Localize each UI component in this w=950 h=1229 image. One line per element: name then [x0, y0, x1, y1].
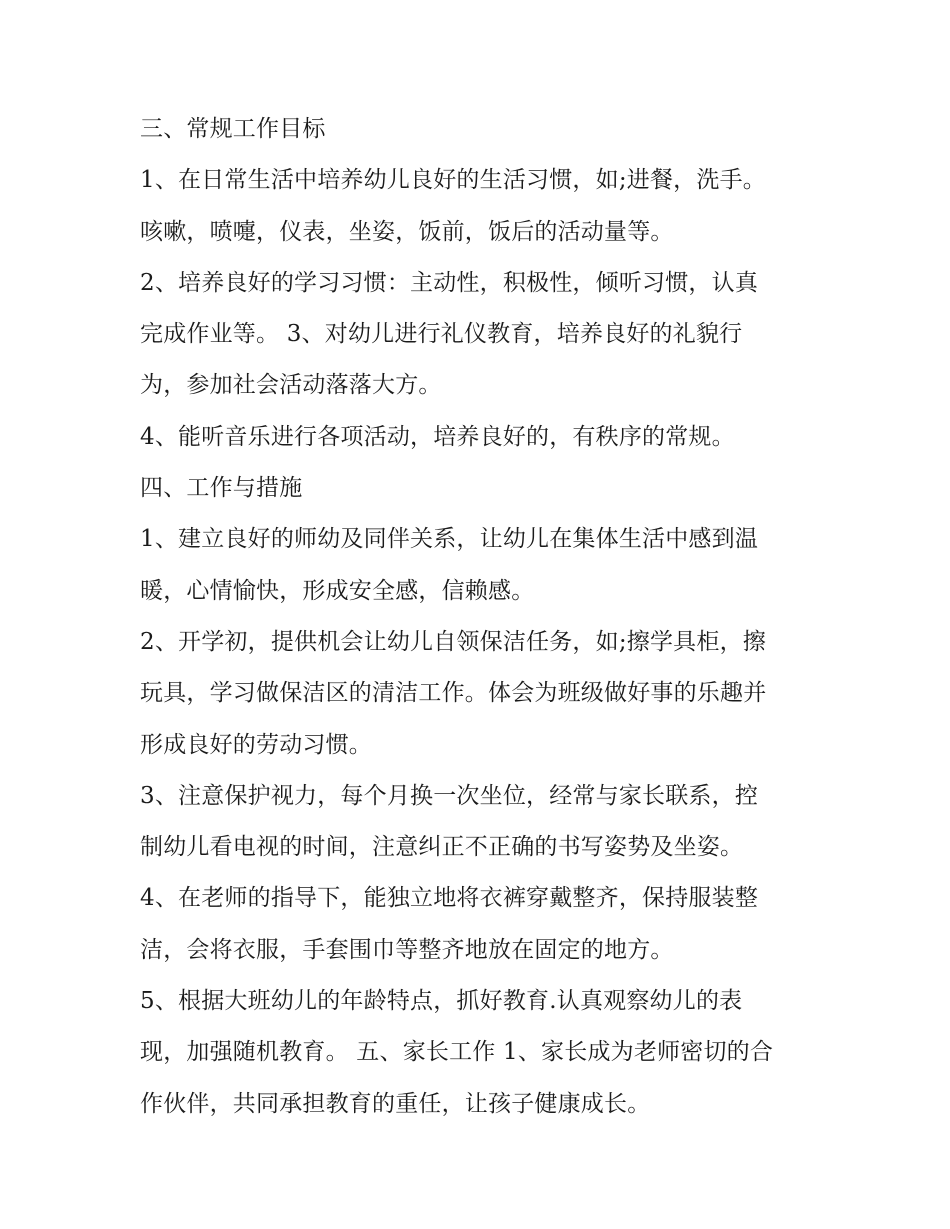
- text-line: 现，加强随机教育。 五、家长工作 1、家长成为老师密切的合: [140, 1039, 774, 1066]
- text-line: 1、建立良好的师幼及同伴关系，让幼儿在集体生活中感到温: [140, 526, 759, 553]
- section-heading-work-measures: 四、工作与措施: [140, 475, 303, 502]
- text-line: 3、注意保护视力，每个月换一次坐位，经常与家长联系，控: [140, 782, 759, 809]
- text-line: 咳嗽，喷嚏，仪表，坐姿，饭前，饭后的活动量等。: [140, 218, 674, 245]
- text-line: 玩具，学习做保洁区的清洁工作。体会为班级做好事的乐趣并: [140, 680, 767, 707]
- text-line: 为，参加社会活动落落大方。: [140, 372, 442, 399]
- text-line: 2、培养良好的学习习惯：主动性，积极性，倾听习惯，认真: [140, 269, 759, 296]
- text-line: 4、在老师的指导下，能独立地将衣裤穿戴整齐，保持服装整: [140, 885, 759, 912]
- text-line: 作伙伴，共同承担教育的重任，让孩子健康成长。: [140, 1090, 651, 1117]
- text-line: 5、根据大班幼儿的年龄特点，抓好教育.认真观察幼儿的表: [140, 988, 743, 1015]
- text-line: 4、能听音乐进行各项活动，培养良好的，有秩序的常规。: [140, 423, 735, 450]
- text-line: 洁，会将衣服，手套围巾等整齐地放在固定的地方。: [140, 936, 674, 963]
- text-line: 制幼儿看电视的时间，注意纠正不正确的书写姿势及坐姿。: [140, 834, 744, 861]
- text-line: 暖，心情愉快，形成安全感，信赖感。: [140, 577, 535, 604]
- document-body: [140, 104, 820, 1130]
- text-line: 1、在日常生活中培养幼儿良好的生活习惯，如;进餐，洗手。: [140, 167, 766, 194]
- text-line: 形成良好的劳动习惯。: [140, 731, 372, 758]
- text-line: 2、开学初，提供机会让幼儿自领保洁任务，如;擦学具柜，擦: [140, 628, 766, 655]
- section-heading-routine-goals: 三、常规工作目标: [140, 116, 326, 142]
- text-line: 完成作业等。 3、对幼儿进行礼仪教育，培养良好的礼貌行: [140, 321, 743, 348]
